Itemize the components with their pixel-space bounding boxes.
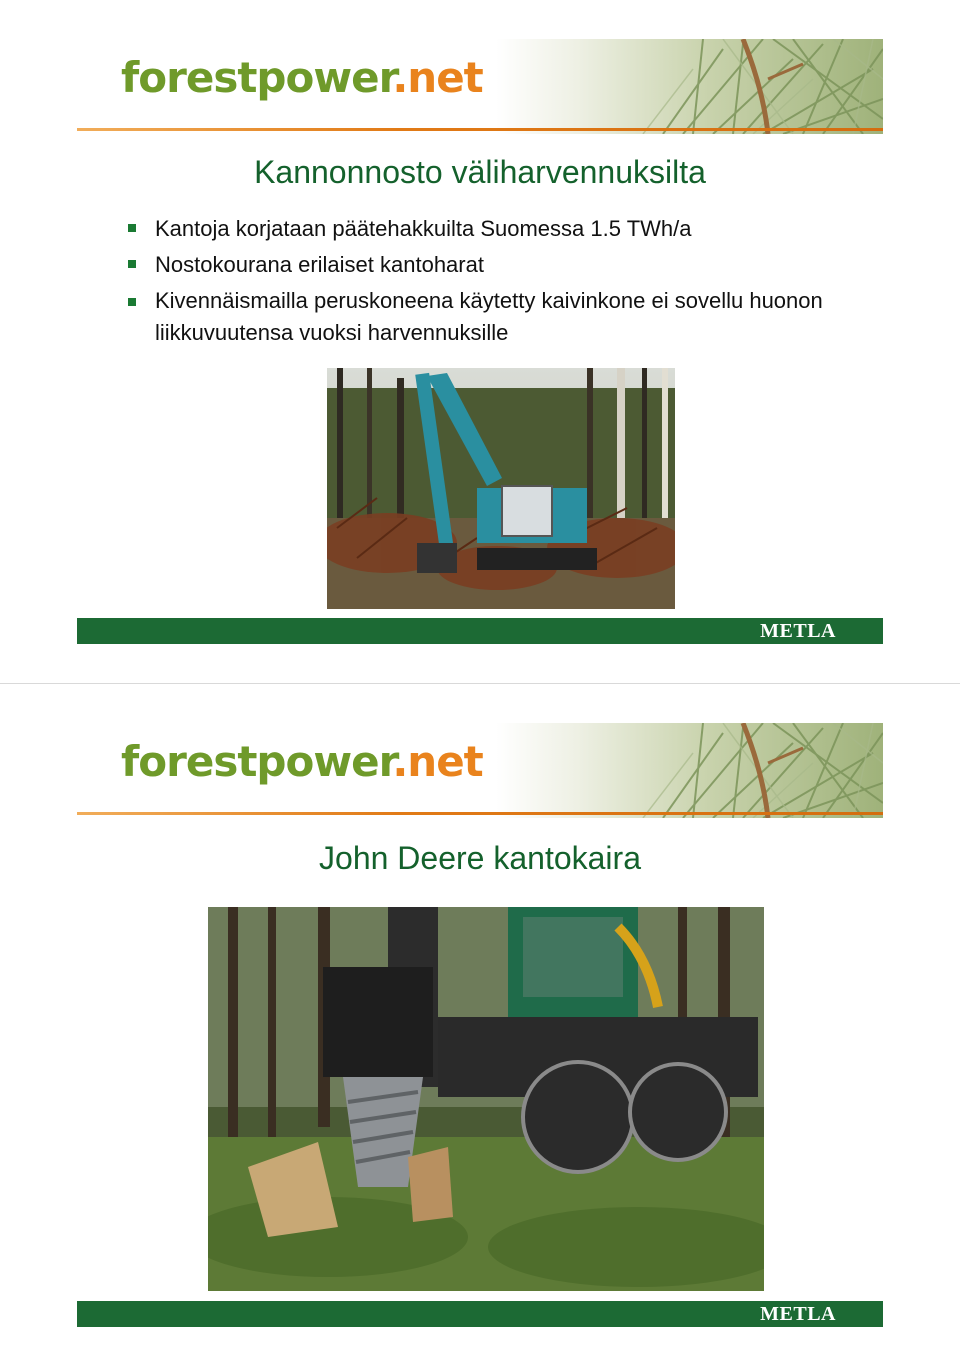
stump-drill-machine-photo [208,907,764,1291]
bullet-item: Nostokourana erilaiset kantoharat [128,247,868,283]
bullet-list [128,211,868,349]
slide-1 [0,0,960,683]
bullet-item: Kantoja korjataan päätehakkuilta Suomessa 1.5 TWh/a [128,211,868,247]
square-bullet-icon [128,298,136,306]
metla-logo: METLA [760,1303,836,1325]
metla-logo: METLA [760,620,836,642]
banner-underline [77,128,883,131]
footer-bar [77,1301,883,1327]
bullet-item: Kivennäismailla peruskoneena käytetty kaivinkone ei sovellu huonon liikkuvuutensa vuoksi harvennuksille [128,285,868,349]
forestpower-logo: forestpower.net [121,737,483,786]
banner [77,39,883,134]
pine-needles-image [463,39,883,134]
banner [77,723,883,818]
slide-2 [0,684,960,1367]
square-bullet-icon [128,260,136,268]
footer-bar [77,618,883,644]
excavator-stump-lifting-photo [327,368,675,609]
forestpower-logo: forestpower.net [121,53,483,102]
banner-underline [77,812,883,815]
pine-needles-image [463,723,883,818]
slide-title: Kannonnosto väliharvennuksilta [254,154,706,190]
slide-title: John Deere kantokaira [319,840,641,876]
square-bullet-icon [128,224,136,232]
